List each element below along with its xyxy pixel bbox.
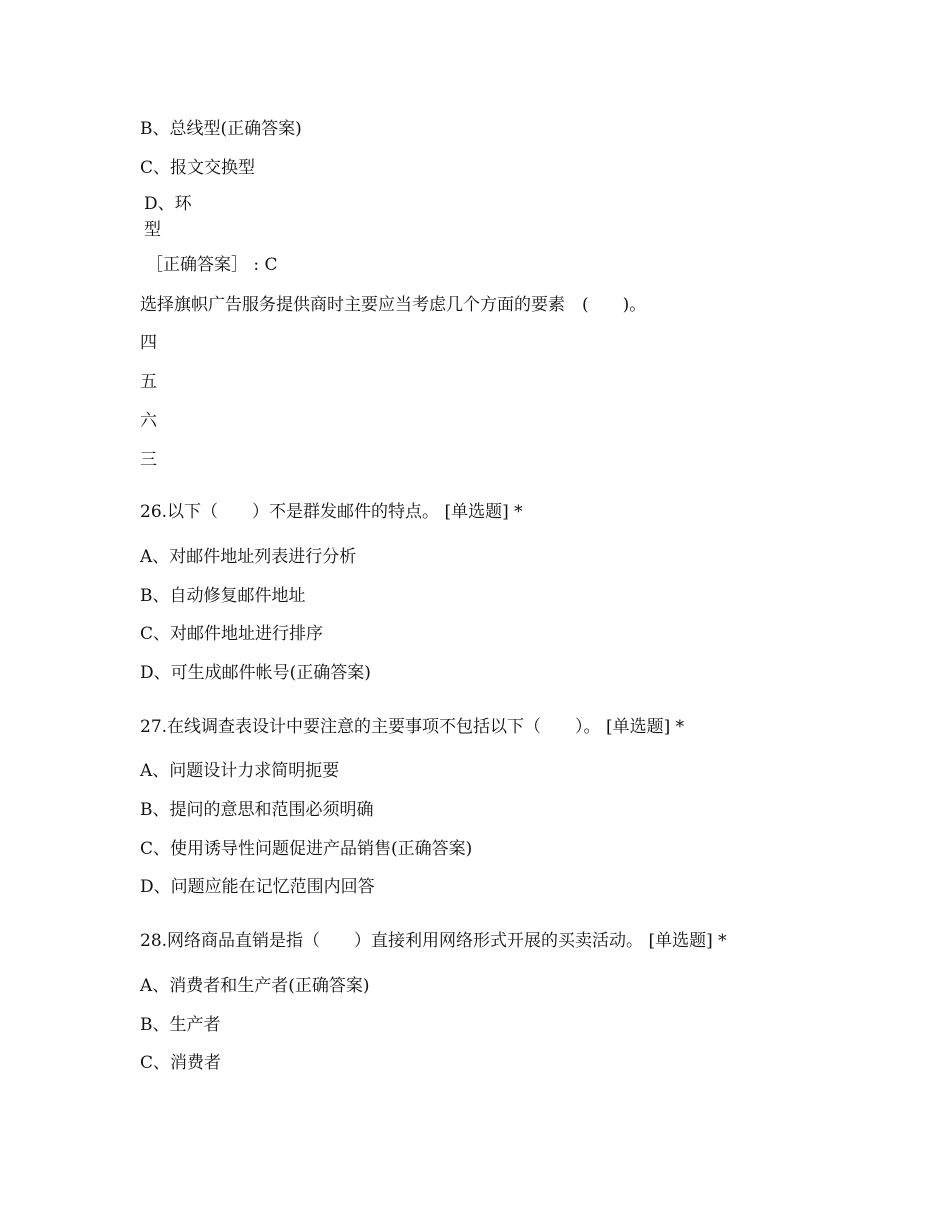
flag-question-stem: 选择旗帜广告服务提供商时主要应当考虑几个方面的要素 ( )。 (140, 295, 647, 315)
prev-option-c: C、报文交换型 (140, 158, 256, 178)
q26-option-c: C、对邮件地址进行排序 (140, 624, 324, 644)
q27-stem: 27.在线调查表设计中要注意的主要事项不包括以下（ ）。 [单选题] * (140, 717, 685, 737)
q26-option-a: A、对邮件地址列表进行分析 (140, 547, 357, 567)
q27-option-c: C、使用诱导性问题促进产品销售(正确答案) (140, 839, 473, 859)
flag-option-2: 五 (140, 372, 157, 392)
flag-option-4: 三 (140, 450, 157, 470)
q27-option-b: B、提问的意思和范围必须明确 (140, 800, 374, 820)
q26-stem: 26.以下（ ）不是群发邮件的特点。 [单选题] * (140, 502, 523, 522)
prev-answer: ［正确答案］ : C (146, 255, 278, 275)
flag-option-1: 四 (140, 333, 157, 353)
q28-option-c: C、消费者 (140, 1053, 222, 1073)
prev-option-d-part2: 型 (144, 220, 161, 240)
q28-option-a: A、消费者和生产者(正确答案) (140, 976, 370, 996)
prev-option-b: B、总线型(正确答案) (140, 119, 302, 139)
q28-stem: 28.网络商品直销是指（ ）直接利用网络形式开展的买卖活动。 [单选题] * (140, 931, 727, 951)
q26-option-d: D、可生成邮件帐号(正确答案) (140, 663, 371, 683)
q27-option-a: A、问题设计力求简明扼要 (140, 761, 340, 781)
q28-option-b: B、生产者 (140, 1015, 221, 1035)
q27-option-d: D、问题应能在记忆范围内回答 (140, 877, 375, 897)
prev-option-d-part1: D、环 (144, 194, 192, 214)
q26-option-b: B、自动修复邮件地址 (140, 586, 306, 606)
flag-option-3: 六 (140, 411, 157, 431)
